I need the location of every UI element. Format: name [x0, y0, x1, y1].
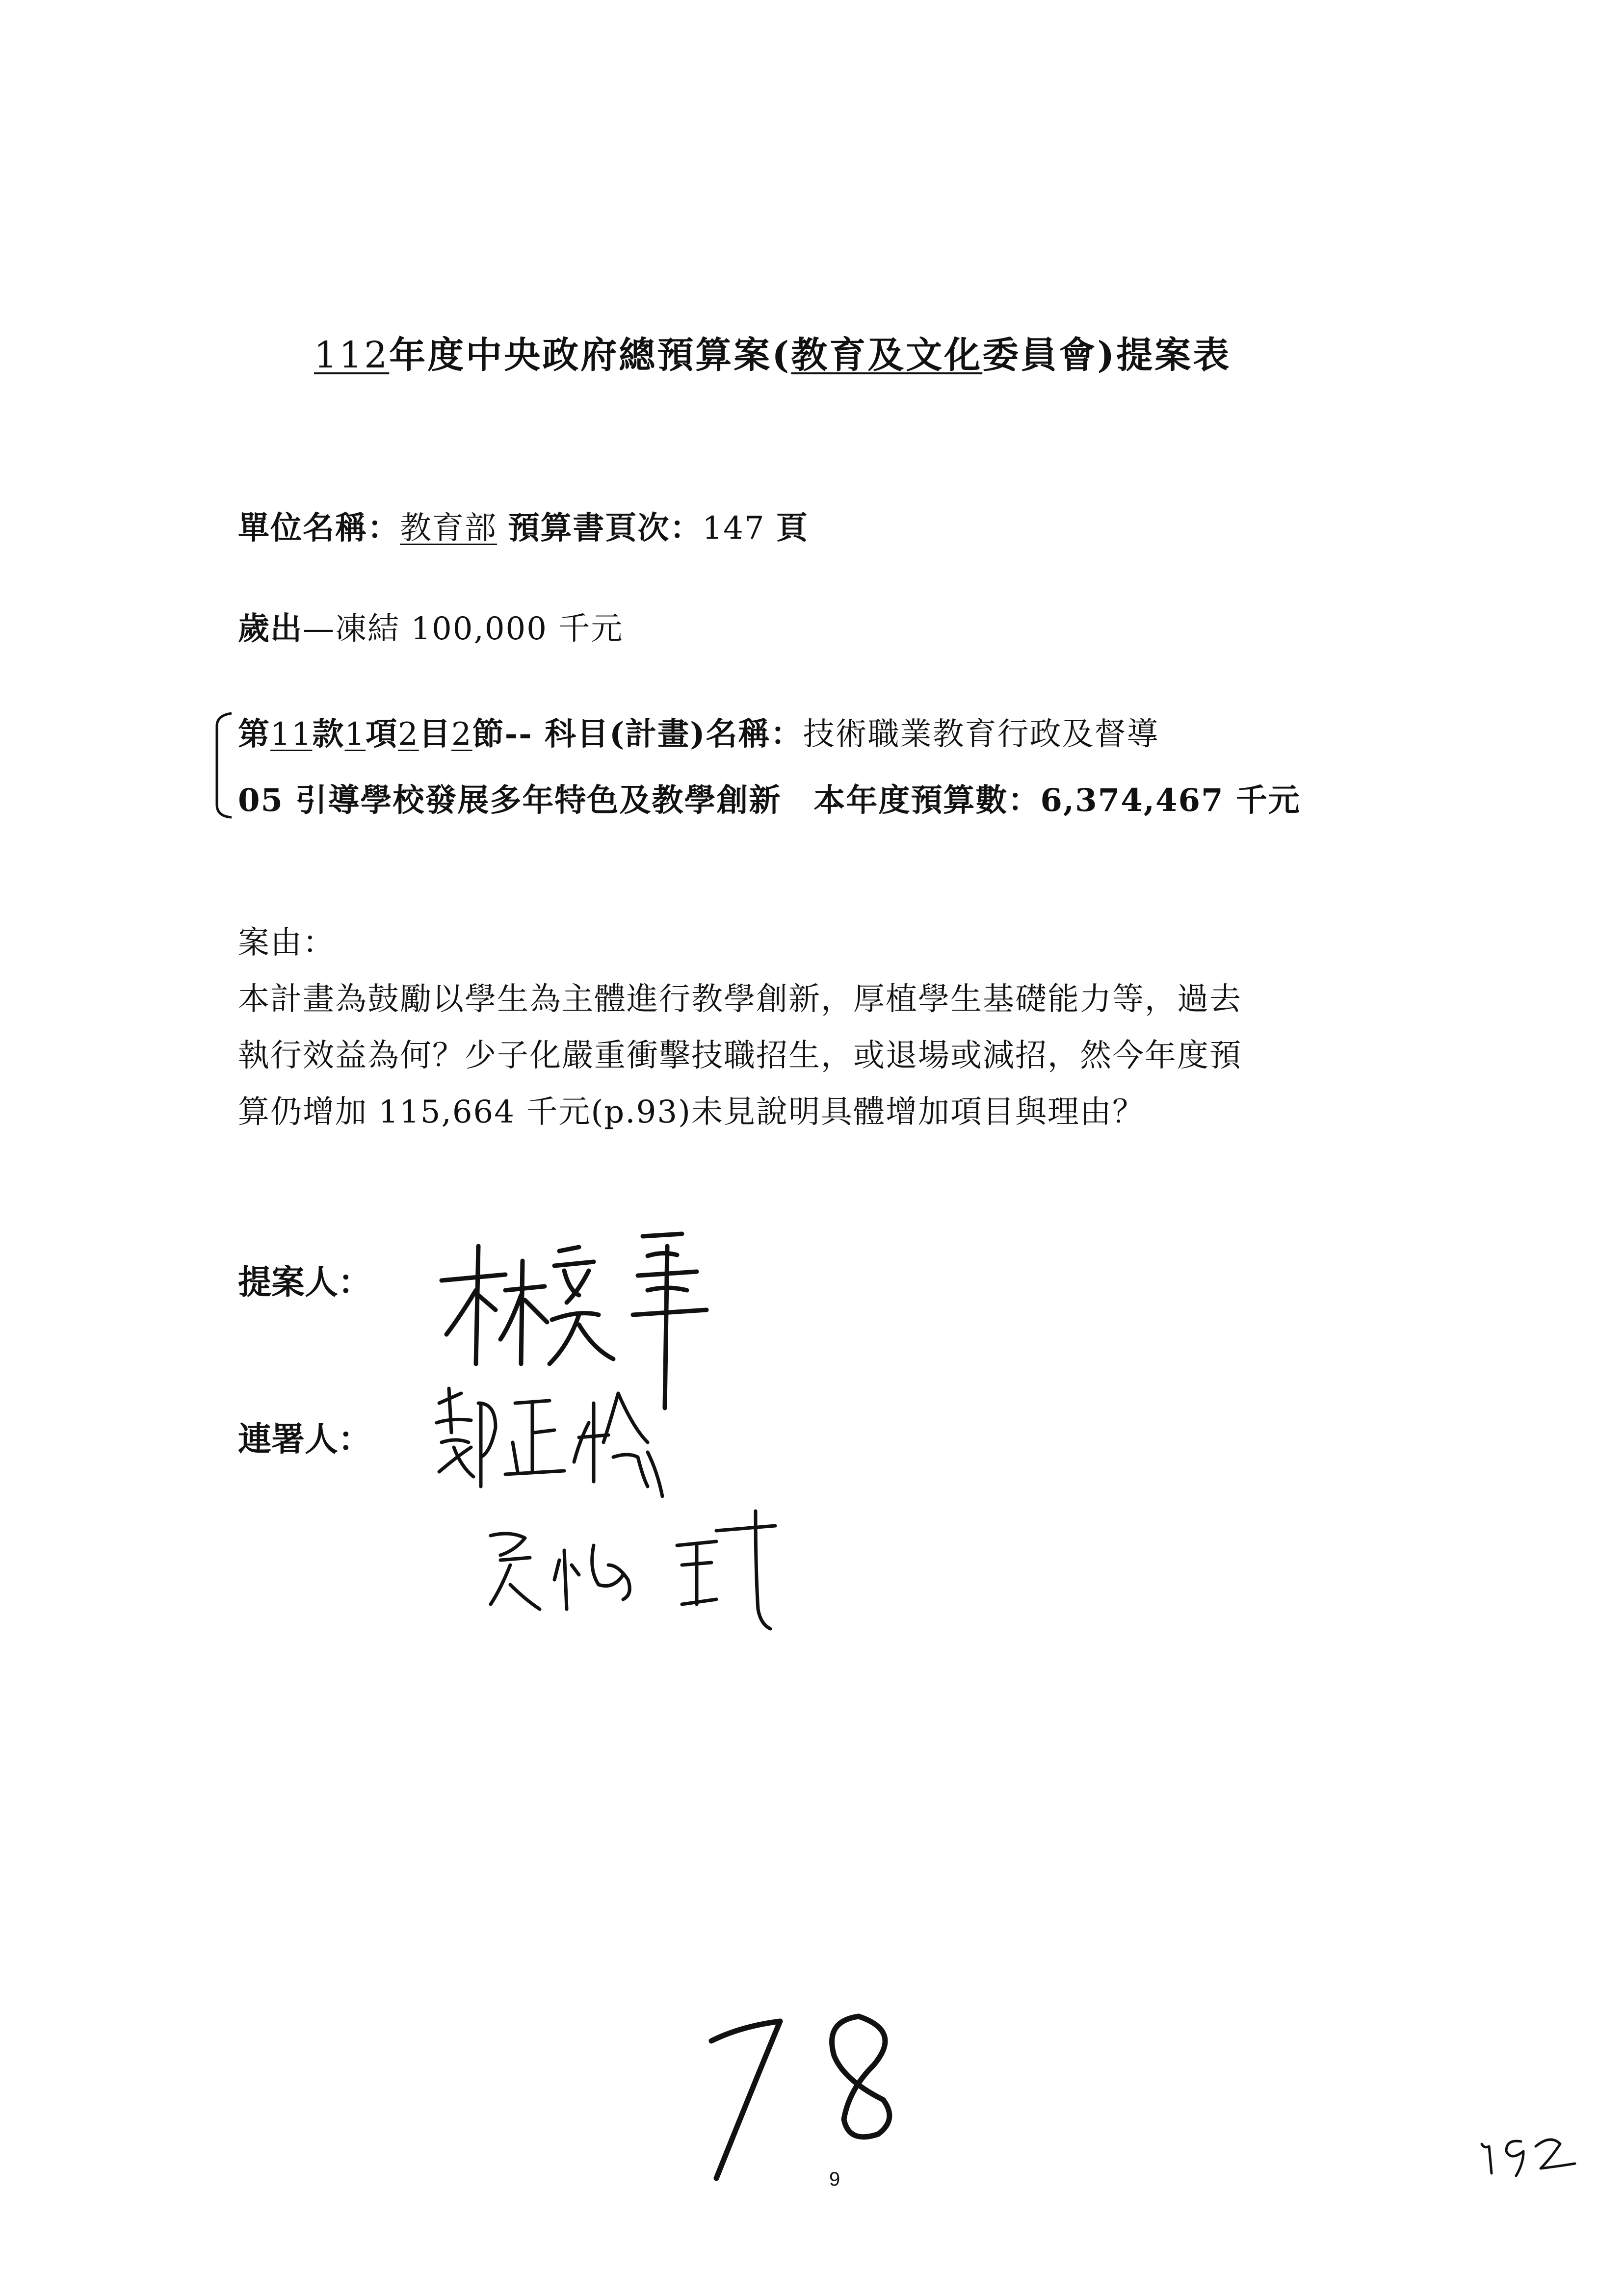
reason-line: 本計畫為鼓勵以學生為主體進行教學創新，厚植學生基礎能力等，過去 — [238, 981, 1242, 1018]
budget-page-label: 預算書頁次： — [508, 510, 703, 547]
title-pre: 年度中央政府總預算案( — [389, 334, 791, 376]
kuan-pre: 第 — [238, 716, 270, 753]
expense-text: —凍結 100,000 千元 — [303, 611, 624, 647]
cosigner-label: 連署人： — [238, 1420, 372, 1459]
program-name: 技術職業教育行政及督導 — [803, 716, 1159, 753]
mu-number: 2 — [398, 716, 419, 753]
reason-line: 執行效益為何？少子化嚴重衝擊技職招生，或退場或減招，然今年度預 — [238, 1038, 1242, 1074]
left-bracket — [212, 711, 236, 819]
expense-line — [238, 603, 623, 649]
page-number: 9 — [829, 2168, 840, 2190]
budget-page-suffix: 頁 — [776, 510, 809, 547]
item-line-1 — [238, 709, 1159, 754]
xiang-suffix: 項 — [366, 716, 398, 753]
handwritten-page-number — [697, 2002, 922, 2188]
jie-suffix: 節-- 科目(計畫)名稱： — [472, 716, 803, 753]
jie-number: 2 — [451, 716, 472, 753]
kuan-suffix: 款 — [312, 716, 345, 753]
kuan-number: 11 — [270, 716, 313, 753]
mu-suffix: 目 — [419, 716, 451, 753]
reason-label: 案由： — [238, 925, 335, 961]
budget-page-value: 147 — [702, 510, 765, 547]
handwritten-side-number — [1477, 2119, 1580, 2178]
title-year: 112 — [314, 334, 390, 376]
item-line-2: 05 引導學校發展多年特色及教學創新 本年度預算數：6,374,467 千元 — [238, 782, 1301, 819]
cosigner-signature-1 — [432, 1374, 707, 1501]
cosigner-signature-2 — [481, 1511, 814, 1639]
title-post: 委員會)提案表 — [982, 334, 1231, 376]
unit-label: 單位名稱： — [238, 510, 400, 547]
expense-label: 歲出 — [238, 610, 303, 647]
reason-line: 算仍增加 115,664 千元(p.93)未見說明具體增加項目與理由？ — [238, 1094, 1145, 1130]
proposer-label: 提案人： — [238, 1263, 372, 1302]
unit-line — [238, 503, 809, 548]
title-committee: 教育及文化 — [791, 334, 983, 376]
xiang-number: 1 — [344, 716, 366, 753]
document-title — [314, 326, 1231, 378]
unit-value: 教育部 — [400, 510, 497, 547]
